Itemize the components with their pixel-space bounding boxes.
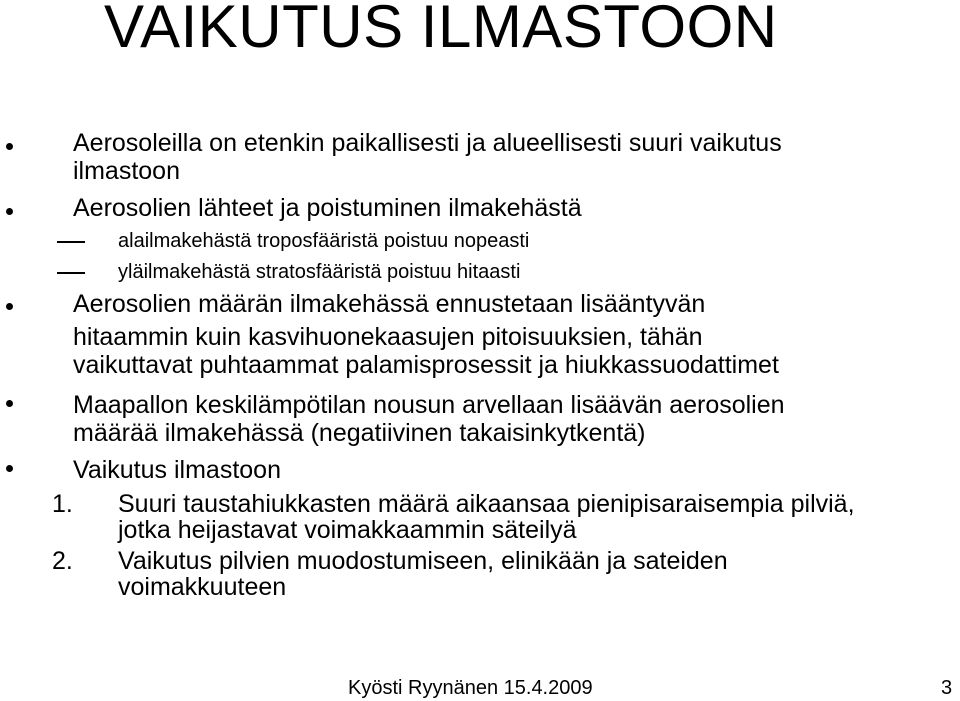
numbered-line: Suuri taustahiukkasten määrä aikaansaa pienipisaraisempia pilviä,: [118, 490, 855, 518]
bullet-dot: [6, 465, 13, 472]
bullet-line: Vaikutus ilmastoon: [73, 456, 281, 484]
numbered-line: voimakkuuteen: [118, 573, 287, 601]
bullet-dot: [6, 303, 13, 310]
sub-item-dash: [57, 272, 85, 274]
numbered-line: Vaikutus pilvien muodostumiseen, elinikään ja sateiden: [118, 547, 728, 575]
bullet-line: ilmastoon: [73, 157, 180, 185]
bullet-line: Aerosolien määrän ilmakehässä ennustetaan lisääntyvän: [73, 290, 706, 318]
bullet-line: Aerosoleilla on etenkin paikallisesti ja alueellisesti suuri vaikutus: [73, 129, 782, 157]
footer-author-date: Kyösti Ryynänen 15.4.2009: [348, 677, 593, 699]
bullet-line: Maapallon keskilämpötilan nousun arvellaan lisäävän aerosolien: [73, 391, 785, 419]
bullet-dot: [6, 400, 13, 407]
sub-item-line: alailmakehästä troposfääristä poistuu nopeasti: [118, 230, 530, 252]
bullet-line: määrää ilmakehässä (negatiivinen takaisinkytkentä): [73, 419, 646, 447]
numbered-line: jotka heijastavat voimakkaammin säteilyä: [118, 516, 577, 544]
numbered-marker: 2.: [52, 547, 73, 575]
bullet-dot: [6, 143, 13, 150]
bullet-line: Aerosolien lähteet ja poistuminen ilmakehästä: [73, 194, 582, 222]
bullet-dot: [6, 208, 13, 215]
numbered-marker: 1.: [52, 490, 73, 518]
page-number: 3: [941, 677, 953, 699]
bullet-line: hitaammin kuin kasvihuonekaasujen pitoisuuksien, tähän: [73, 323, 703, 351]
slide-title: VAIKUTUS ILMASTOON: [104, 0, 778, 60]
sub-item-dash: [57, 241, 85, 243]
sub-item-line: yläilmakehästä stratosfääristä poistuu hitaasti: [118, 261, 521, 283]
bullet-line: vaikuttavat puhtaammat palamisprosessit ja hiukkassuodattimet: [73, 351, 779, 379]
